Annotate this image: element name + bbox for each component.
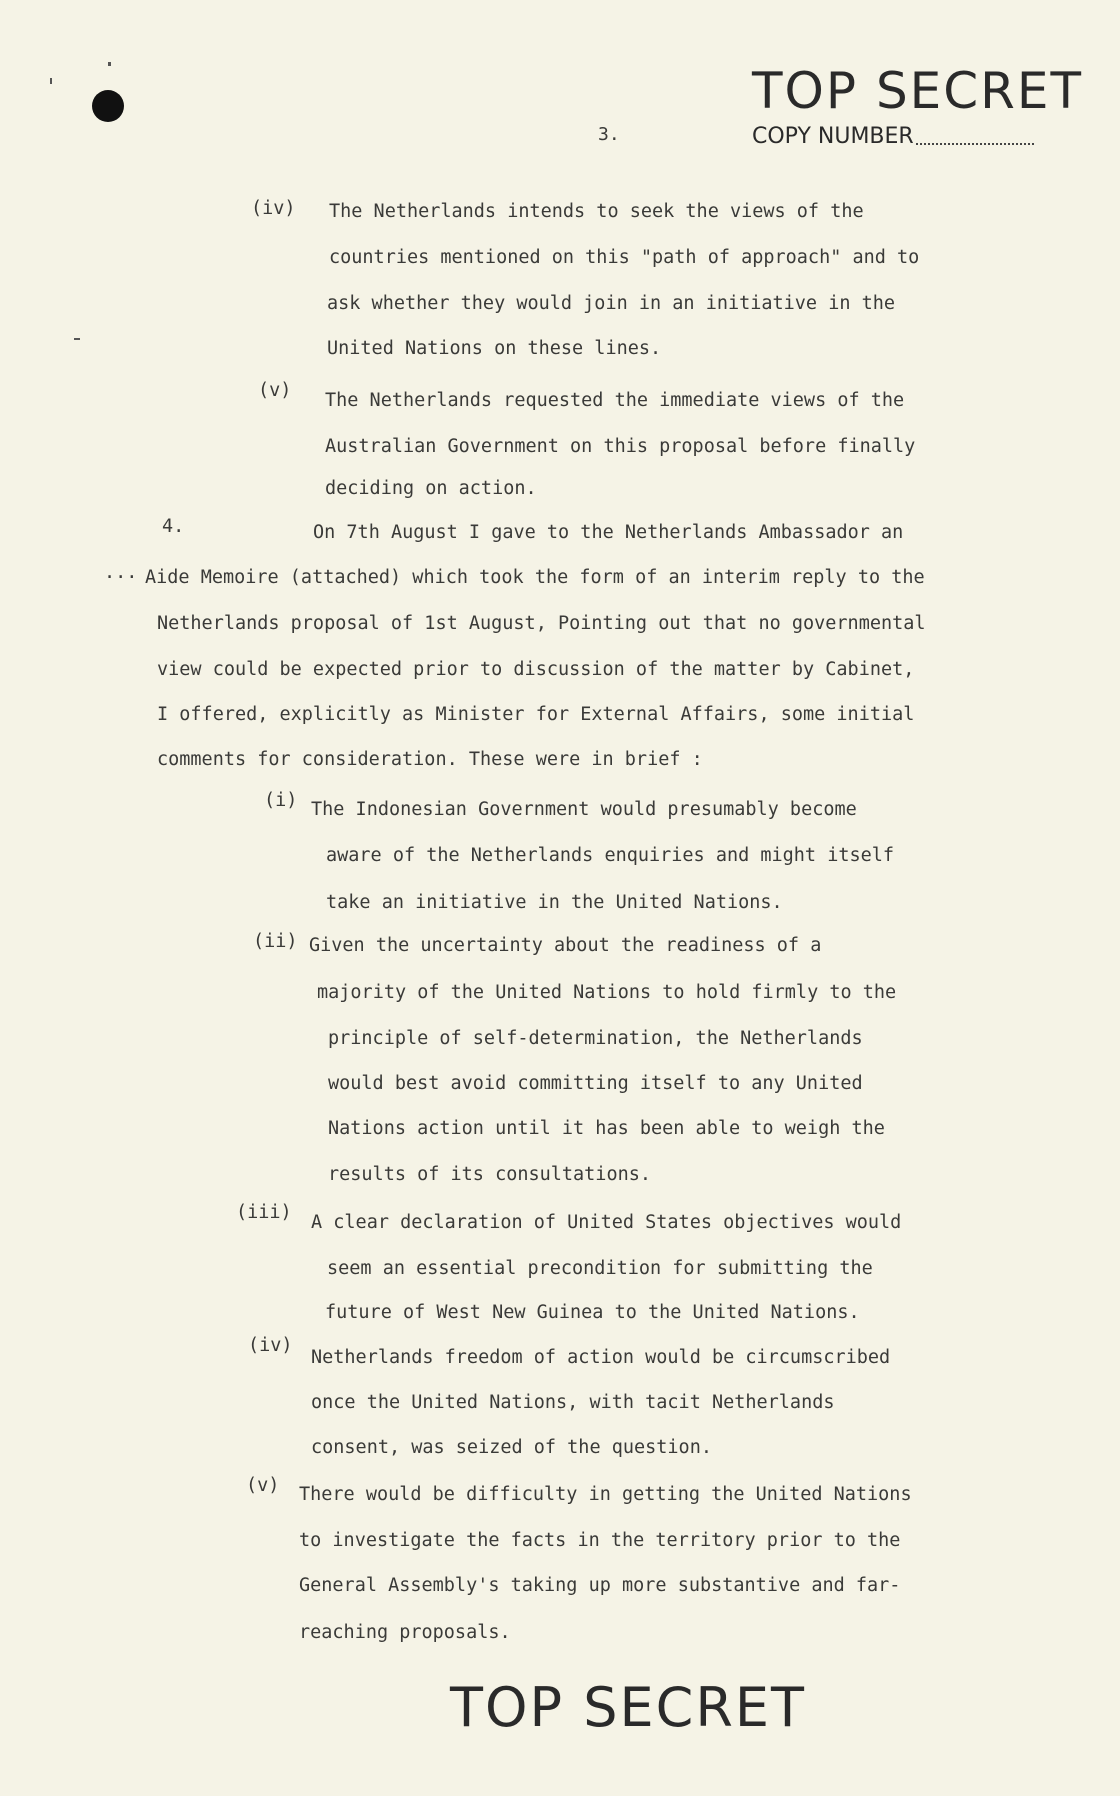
speck-mark <box>108 62 111 66</box>
text-line: Netherlands proposal of 1st August, Pointing out that no governmental <box>157 613 926 634</box>
text-line: On 7th August I gave to the Netherlands Ambassador an <box>313 522 904 543</box>
text-line: Nations action until it has been able to weigh the <box>328 1118 885 1139</box>
text-line: majority of the United Nations to hold firmly to the <box>317 982 897 1003</box>
text-line: seem an essential precondition for submitting the <box>327 1258 873 1279</box>
text-line: Netherlands freedom of action would be circumscribed <box>311 1347 891 1368</box>
copy-number-label: COPY NUMBER <box>752 124 914 149</box>
text-line: results of its consultations. <box>328 1164 652 1185</box>
item-label: (iv) <box>248 1335 293 1356</box>
text-line: to investigate the facts in the territory prior to the <box>299 1530 901 1551</box>
text-line: I offered, explicitly as Minister for External Affairs, some initial <box>157 704 915 725</box>
text-line: deciding on action. <box>325 478 537 499</box>
text-line: comments for consideration. These were in brief : <box>157 749 703 770</box>
text-line: General Assembly's taking up more substantive and far- <box>299 1575 901 1596</box>
text-line: countries mentioned on this "path of approach" and to <box>329 247 920 268</box>
copy-number-field <box>752 124 1034 149</box>
text-line: reaching proposals. <box>299 1622 511 1643</box>
text-line: aware of the Netherlands enquiries and might itself <box>326 845 895 866</box>
paragraph-number: 4. <box>162 516 185 537</box>
item-label: (iii) <box>236 1202 292 1223</box>
margin-mark: ... <box>104 562 138 583</box>
text-line: future of West New Guinea to the United Nations. <box>325 1302 860 1323</box>
copy-number-blank <box>916 143 1034 145</box>
page-number: 3. <box>598 124 620 145</box>
text-line: The Netherlands intends to seek the views of the <box>329 201 864 222</box>
text-line: view could be expected prior to discussion of the matter by Cabinet, <box>157 659 915 680</box>
item-label: (v) <box>246 1475 280 1496</box>
text-line: The Netherlands requested the immediate views of the <box>325 390 905 411</box>
text-line: United Nations on these lines. <box>327 338 662 359</box>
item-label: (iv) <box>251 198 296 219</box>
text-line: Australian Government on this proposal before finally <box>325 436 916 457</box>
text-line: The Indonesian Government would presumably become <box>311 799 857 820</box>
text-line: Aide Memoire (attached) which took the form of an interim reply to the <box>145 567 925 588</box>
bottom-classification-stamp: TOP SECRET <box>450 1676 806 1739</box>
text-line: A clear declaration of United States objectives would <box>311 1212 902 1233</box>
item-label: (ii) <box>253 931 298 952</box>
text-line: would best avoid committing itself to any United <box>328 1073 863 1094</box>
item-label: (i) <box>264 790 298 811</box>
text-line: take an initiative in the United Nations. <box>326 892 783 913</box>
item-label: (v) <box>258 380 292 401</box>
speck-mark <box>50 78 52 84</box>
speck-mark <box>74 338 80 340</box>
text-line: principle of self-determination, the Netherlands <box>328 1028 863 1049</box>
text-line: Given the uncertainty about the readiness of a <box>309 935 822 956</box>
text-line: consent, was seized of the question. <box>311 1437 712 1458</box>
top-classification-stamp: TOP SECRET <box>752 62 1084 120</box>
text-line: There would be difficulty in getting the United Nations <box>299 1484 912 1505</box>
text-line: once the United Nations, with tacit Netherlands <box>311 1392 835 1413</box>
punch-hole <box>92 90 124 122</box>
text-line: ask whether they would join in an initiative in the <box>327 293 896 314</box>
